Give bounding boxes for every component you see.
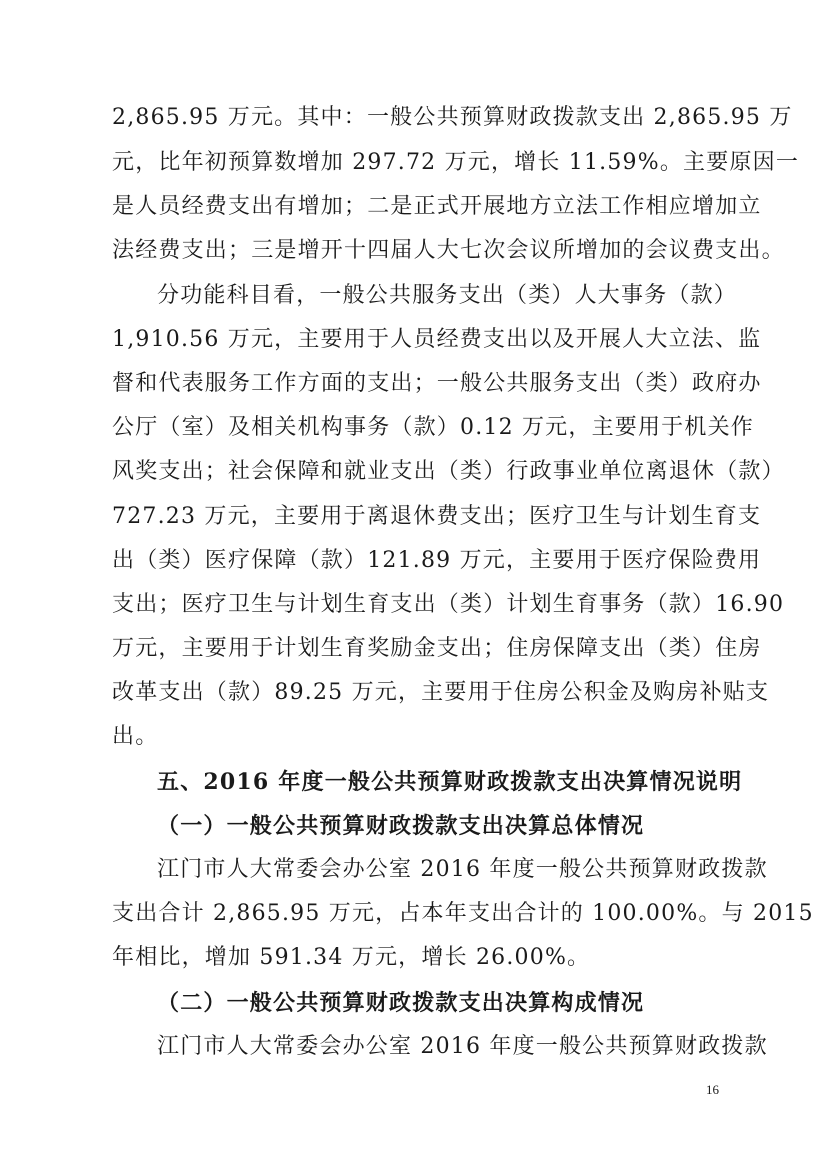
body-line-12: 支出；医疗卫生与计划生育支出（类）计划生育事务（款）16.90 bbox=[112, 592, 785, 617]
body-line-13: 万元，主要用于计划生育奖励金支出；住房保障支出（类）住房 bbox=[112, 636, 762, 661]
body-line-15: 出。 bbox=[112, 724, 159, 749]
body-line-3: 是人员经费支出有增加；二是正式开展地方立法工作相应增加立 bbox=[112, 194, 762, 219]
body-line-9: 风奖支出；社会保障和就业支出（类）行政事业单位离退休（款） bbox=[112, 459, 785, 484]
subsection-heading-1: （一）一般公共预算财政拨款支出决算总体情况 bbox=[157, 813, 645, 839]
paragraph-composition-intro: 江门市人大常委会办公室 2016 年度一般公共预算财政拨款 bbox=[157, 1034, 768, 1059]
paragraph-overall-intro: 江门市人大常委会办公室 2016 年度一般公共预算财政拨款 bbox=[157, 857, 768, 882]
body-line-2: 元，比年初预算数增加 297.72 万元，增长 11.59%。主要原因一 bbox=[112, 150, 800, 175]
section-heading-5: 五、2016 年度一般公共预算财政拨款支出决算情况说明 bbox=[157, 769, 743, 795]
body-line-19: 支出合计 2,865.95 万元，占本年支出合计的 100.00%。与 2015 bbox=[112, 901, 814, 926]
body-line-1: 2,865.95 万元。其中：一般公共预算财政拨款支出 2,865.95 万 bbox=[112, 105, 793, 130]
body-line-20: 年相比，增加 591.34 万元，增长 26.00%。 bbox=[112, 945, 591, 970]
body-line-4: 法经费支出；三是增开十四届人大七次会议所增加的会议费支出。 bbox=[112, 238, 785, 263]
body-line-6: 1,910.56 万元，主要用于人员经费支出以及开展人大立法、监 bbox=[112, 327, 762, 352]
paragraph-functional-subjects: 分功能科目看，一般公共服务支出（类）人大事务（款） bbox=[157, 283, 738, 308]
body-line-8: 公厅（室）及相关机构事务（款）0.12 万元，主要用于机关作 bbox=[112, 415, 754, 440]
page-number: 16 bbox=[706, 1082, 719, 1097]
body-line-10: 727.23 万元，主要用于离退休费支出；医疗卫生与计划生育支 bbox=[112, 504, 762, 529]
subsection-heading-2: （二）一般公共预算财政拨款支出决算构成情况 bbox=[157, 990, 645, 1016]
body-line-7: 督和代表服务工作方面的支出；一般公共服务支出（类）政府办 bbox=[112, 371, 762, 396]
body-line-11: 出（类）医疗保障（款）121.89 万元，主要用于医疗保险费用 bbox=[112, 548, 762, 573]
body-line-14: 改革支出（款）89.25 万元，主要用于住房公积金及购房补贴支 bbox=[112, 680, 770, 705]
